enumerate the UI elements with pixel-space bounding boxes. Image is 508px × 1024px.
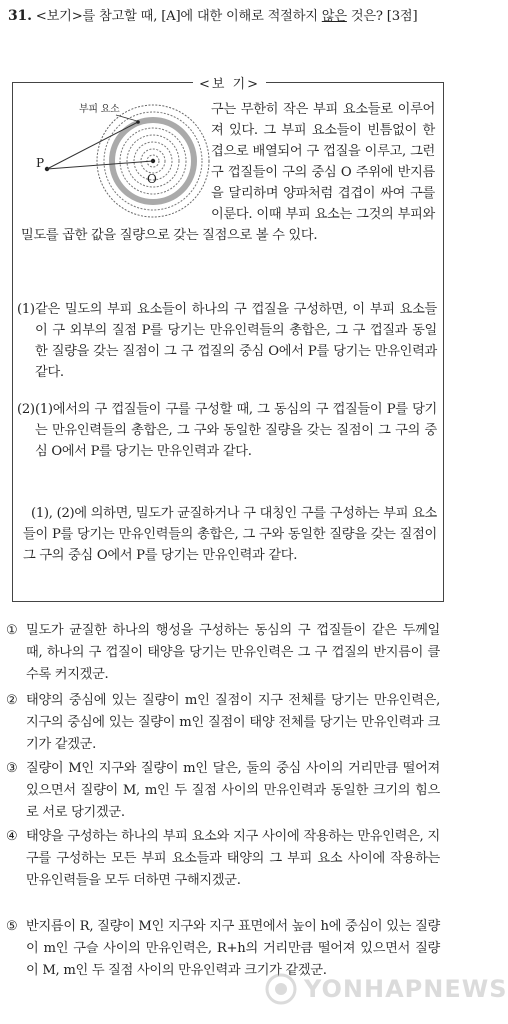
option-2-number: ② (6, 693, 18, 708)
option-2-text: 태양의 중심에 있는 질량이 m인 질점이 지구 전체를 당기는 만유인력은, 지구의 중심에 있는 질량이 m인 질점이 태양 전체를 당기는 만유인력과 크기가 같겠군. (26, 693, 440, 752)
option-1-number: ① (6, 623, 18, 638)
bogi-intro (21, 99, 435, 246)
option-4[interactable] (6, 826, 440, 892)
question-stem-part2: 것은? [3점] (346, 9, 418, 24)
bogi-title: <보 기> (193, 73, 266, 92)
bogi-item-1-number: (1) (17, 302, 35, 317)
question-stem-part1: <보기>를 참고할 때, [A]에 대한 이해로 적절하지 (35, 9, 322, 24)
option-5-number: ⑤ (6, 919, 18, 934)
question-number: 31. (8, 8, 32, 24)
bogi-box (12, 77, 444, 602)
bogi-item-1 (17, 299, 437, 383)
bogi-intro-text: 구는 무한히 작은 부피 요소들로 이루어져 있다. 그 부피 요소들이 빈틈없이 한 겹으로 배열되어 구 껍질을 이루고, 그런 구 껍질들이 구의 중심 O 주위에 반지름을 달리하며 양파처럼 겹겹이 싸여 구를 이룬다. 이때 부피 요소는 그것의 부피와 밀도를 곱한 값을 질량으로 갖는 질점으로 볼 수 있다. (21, 102, 435, 243)
bogi-conclusion: (1), (2)에 의하면, 밀도가 균질하거나 구 대칭인 구를 구성하는 부피 요소들이 P를 당기는 만유인력들의 총합은, 그 구와 동일한 질량을 갖는 질점이 그 구의 중심 O에서 P를 당기는 만유인력과 같다. (23, 506, 437, 563)
option-5-text: 반지름이 R, 질량이 M인 지구와 지구 표면에서 높이 h에 중심이 있는 질량이 m인 구슬 사이의 만유인력은, R+h의 거리만큼 떨어져 있으면서 질량이 M, m인 두 질점 사이의 만유인력과 크기가 같겠군. (26, 919, 440, 978)
line-P-to-O (47, 161, 153, 169)
label-P: P (36, 156, 44, 170)
option-4-number: ④ (6, 829, 18, 844)
label-volume-element: 부피 요소 (79, 104, 120, 115)
bogi-item-2-text: (1)에서의 구 껍질들이 구를 구성할 때, 그 동심의 구 껍질들이 P를 당기는 만유인력들의 총합은, 그 구와 동일한 질량을 갖는 질점이 그 구의 중심 O에서 P를 당기는 만유인력과 같다. (35, 402, 437, 459)
question-stem (8, 6, 448, 27)
option-1-text: 밀도가 균질한 하나의 행성을 구성하는 동심의 구 껍질들이 같은 두께일 때, 하나의 구 껍질이 태양을 당기는 만유인력은 그 구 껍질의 반지름이 클수록 커지겠군. (26, 623, 440, 682)
bogi-item-2-number: (2) (17, 402, 35, 417)
option-3-text: 질량이 M인 지구와 질량이 m인 달은, 둘의 중심 사이의 거리만큼 떨어져 있으면서 질량이 M, m인 두 질점 사이의 만유인력과 동일한 크기의 힘으로 서로 당기겠군. (26, 761, 440, 820)
watermark-logo-icon (264, 972, 298, 1006)
label-O: O (147, 172, 157, 186)
watermark (264, 972, 508, 1006)
concentric-sphere-diagram (21, 99, 211, 225)
bogi-item-2 (17, 399, 437, 462)
option-4-text: 태양을 구성하는 하나의 부피 요소와 지구 사이에 작용하는 만유인력은, 지구를 구성하는 모든 부피 요소들과 태양의 그 부피 요소 사이에 작용하는 만유인력들을 모두 더하면 구해지겠군. (26, 829, 440, 888)
bogi-item-1-text: 같은 밀도의 부피 요소들이 하나의 구 껍질을 구성하면, 이 부피 요소들이 구 외부의 질점 P를 당기는 만유인력들의 총합은, 그 구 껍질과 동일한 질량을 갖는 질점이 그 구 껍질의 중심 O에서 P를 당기는 만유인력과 같다. (35, 302, 437, 380)
option-3[interactable] (6, 758, 440, 824)
option-2[interactable] (6, 690, 440, 756)
question-stem-underlined: 않은 (321, 9, 347, 24)
watermark-text: YONHAPNEWS (304, 975, 508, 1003)
option-1[interactable] (6, 620, 440, 686)
option-3-number: ③ (6, 761, 18, 776)
sphere-figure (21, 99, 211, 225)
